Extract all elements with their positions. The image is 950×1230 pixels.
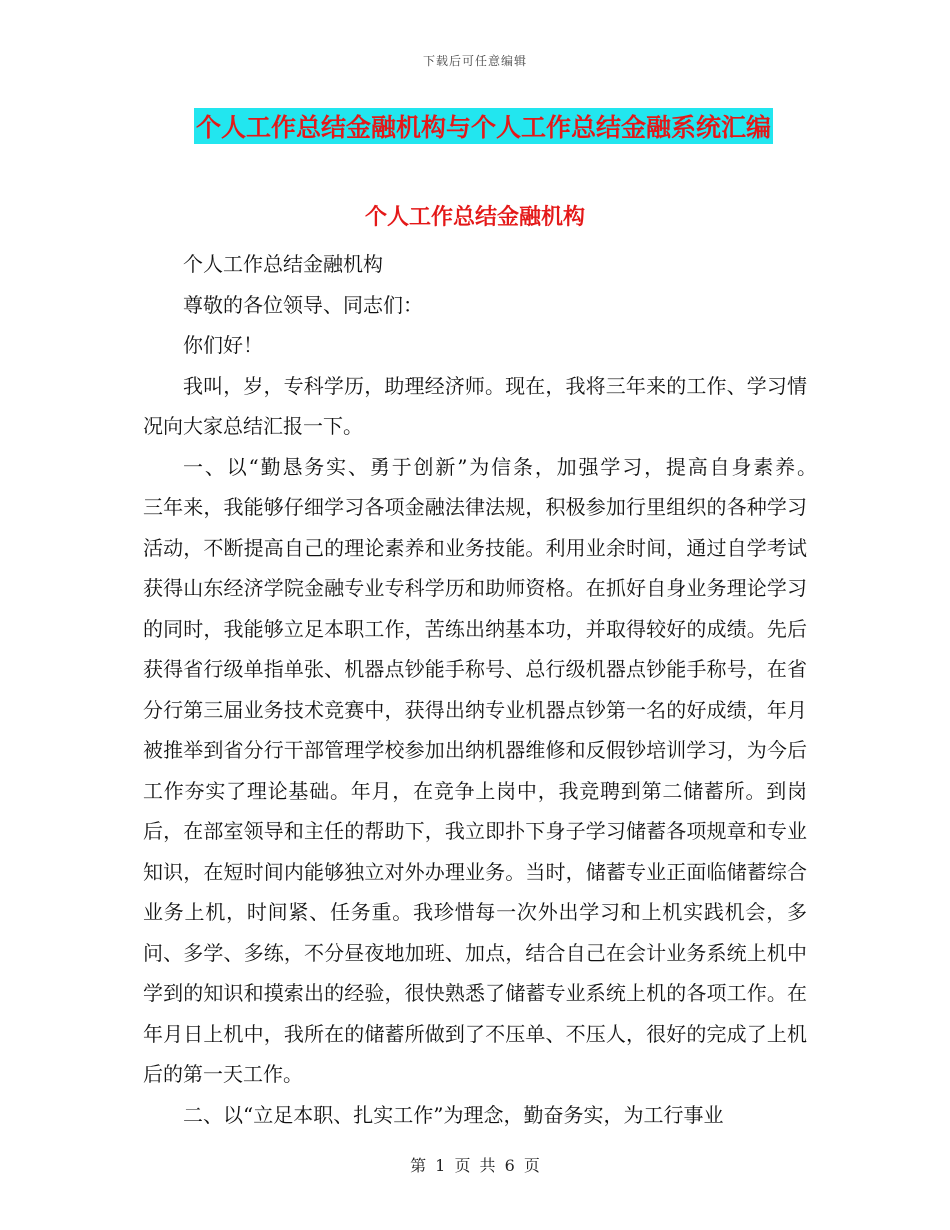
body-paragraph: 我叫，岁，专科学历，助理经济师。现在，我将三年来的工作、学习情况向大家总结汇报一下。: [143, 373, 807, 438]
body-paragraph: 尊敬的各位领导、同志们：: [183, 292, 423, 317]
main-title: 个人工作总结金融机构与个人工作总结金融系统汇编: [196, 113, 772, 142]
document-body: [143, 244, 847, 1135]
body-paragraph: 个人工作总结金融机构: [183, 252, 383, 276]
body-paragraph: 一、以“勤恳务实、勇于创新”为信条，加强学习，提高自身素养。 三年来，我能够仔细学习各项金融法律法规，积极参加行里组织的各种学习活动，不断提高自己的理论素养和业务技能。利用业余时间，通过自学考试获得山东经济学院金融专业专科学历和助师资格。在抓好自身业务理论学习的同时，我能够立足本职工作，苦练出纳基本功，并取得较好的成绩。先后获得省行级单指单张、机器点钞能手称号、总行级机器点钞能手称号，在省分行第三届业务技术竞赛中，获得出纳专业机器点钞第一名的好成绩，年月被推举到省分行干部管理学校参加出纳机器维修和反假钞培训学习，为今后工作夯实了理论基础。年月，在竞争上岗中，我竞聘到第二储蓄所。到岗后，在部室领导和主任的帮助下，我立即扑下身子学习储蓄各项规章和专业知识，在短时间内能够独立对外办理业务。当时，储蓄专业正面临储蓄综合业务上机，时间紧、任务重。我珍惜每一次外出学习和上机实践机会，多问、多学、多练，不分昼夜地加班、加点，结合自己在会计业务系统上机中学到的知识和摸索出的经验，很快熟悉了储蓄专业系统上机的各项工作。在年月日上机中，我所在的储蓄所做到了不压单、不压人，很好的完成了上机后的第一天工作。: [143, 454, 847, 1086]
page-header-note: 下载后可任意编辑: [422, 54, 527, 68]
page-footer: 第 1 页 共 6 页: [410, 1156, 540, 1175]
body-paragraph: 二、以“立足本职、扎实工作”为理念，勤奋务实，为工行事业: [183, 1102, 724, 1127]
body-paragraph: 你们好！: [183, 333, 263, 357]
main-title-highlight: [194, 108, 773, 144]
section-title: 个人工作总结金融机构: [364, 205, 585, 230]
